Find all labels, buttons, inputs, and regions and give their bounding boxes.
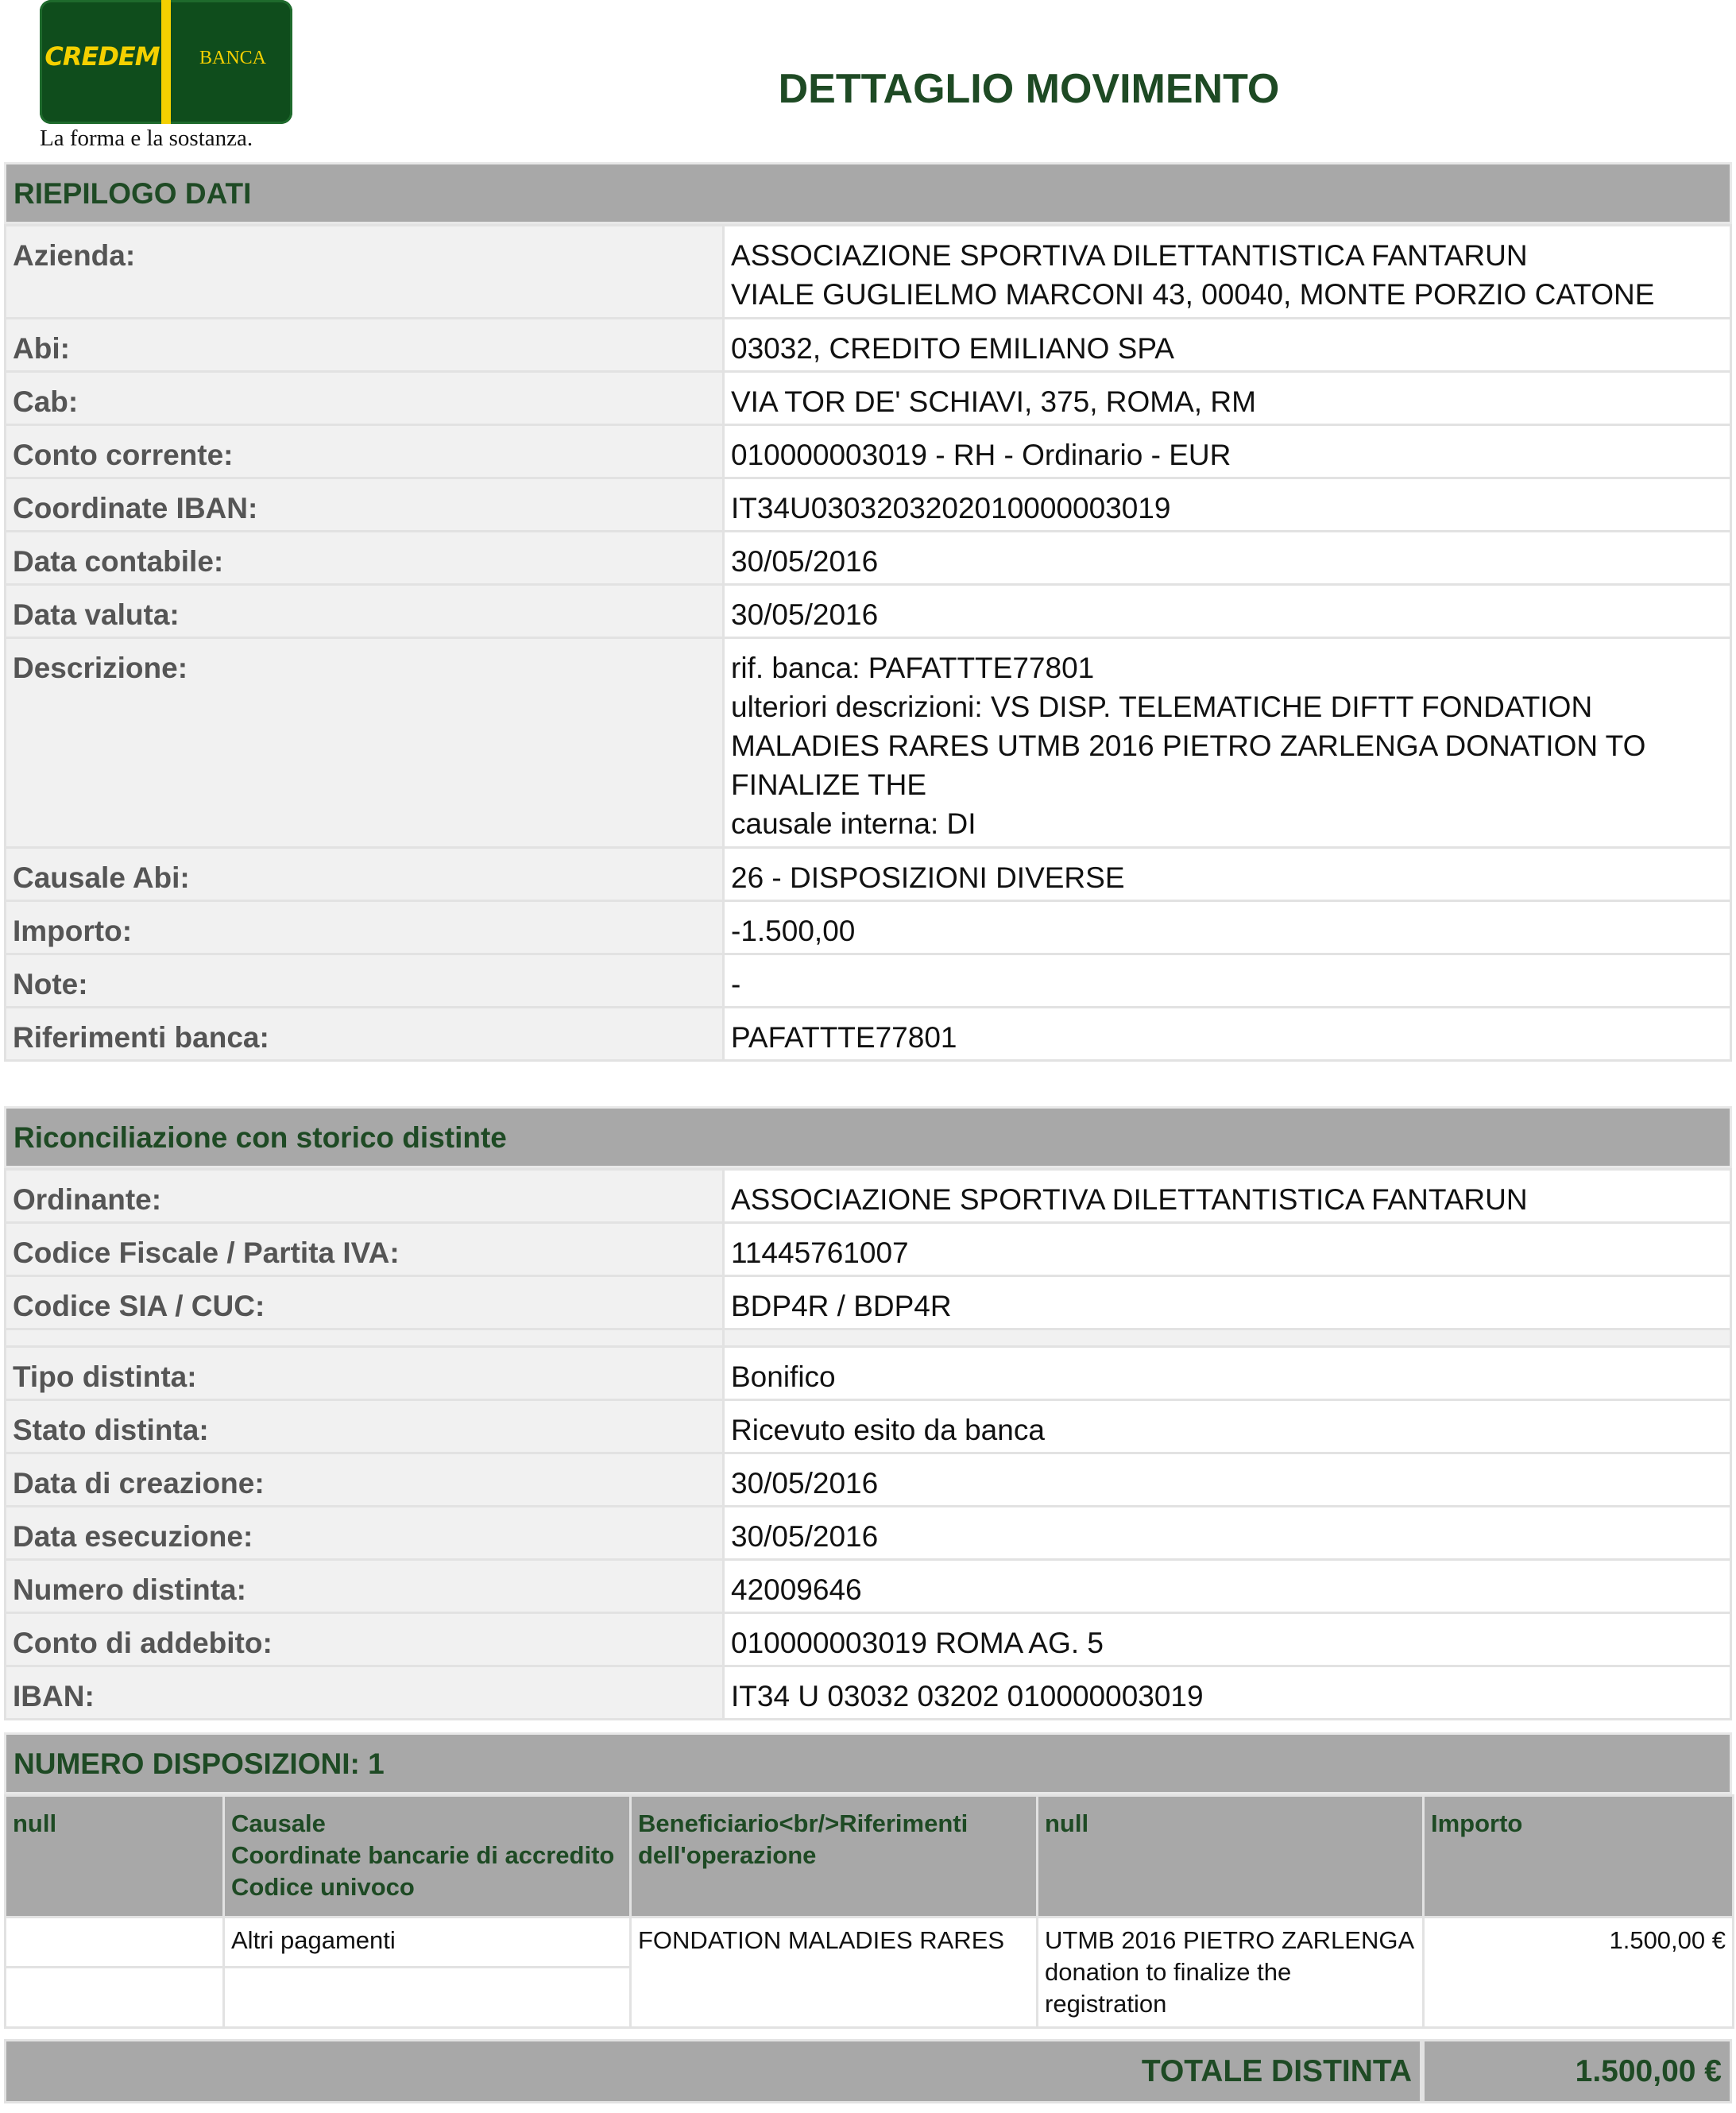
spacer-row bbox=[6, 1329, 1731, 1347]
field-label: Ordinante: bbox=[6, 1170, 724, 1223]
disposizioni-section bbox=[4, 1732, 1732, 2029]
field-value: Ricevuto esito da banca bbox=[724, 1400, 1731, 1453]
riconciliazione-table bbox=[4, 1168, 1732, 1720]
field-label: Importo: bbox=[6, 901, 724, 954]
field-label: Conto di addebito: bbox=[6, 1613, 724, 1666]
field-value: rif. banca: PAFATTTE77801 ulteriori descrizioni: VS DISP. TELEMATICHE DIFTT FONDATION MALADIES RARES UTMB 2016 PIETRO ZARLENGA DONATION TO FINALIZE THE causale interna: DI bbox=[724, 638, 1731, 848]
table-row bbox=[6, 478, 1731, 532]
beneficiario-cell: FONDATION MALADIES RARES bbox=[631, 1918, 1038, 2028]
disposizioni-header: NUMERO DISPOSIZIONI: 1 bbox=[4, 1732, 1732, 1794]
field-label: Coordinate IBAN: bbox=[6, 478, 724, 532]
table-cell bbox=[6, 1968, 224, 2028]
riconciliazione-section bbox=[4, 1106, 1732, 1720]
table-row bbox=[6, 954, 1731, 1008]
field-label: Numero distinta: bbox=[6, 1560, 724, 1613]
table-row bbox=[6, 585, 1731, 638]
field-label: Causale Abi: bbox=[6, 848, 724, 901]
field-label: Stato distinta: bbox=[6, 1400, 724, 1453]
field-label: Codice SIA / CUC: bbox=[6, 1276, 724, 1329]
field-label: Riferimenti banca: bbox=[6, 1008, 724, 1061]
table-cell bbox=[6, 1918, 224, 1968]
logo-banca-text: BANCA bbox=[199, 48, 266, 68]
field-value: 30/05/2016 bbox=[724, 1507, 1731, 1560]
table-row bbox=[6, 532, 1731, 585]
table-row bbox=[6, 1276, 1731, 1329]
field-label: Tipo distinta: bbox=[6, 1347, 724, 1400]
field-label: IBAN: bbox=[6, 1666, 724, 1720]
field-label: Abi: bbox=[6, 319, 724, 372]
causale-cell: Altri pagamenti bbox=[224, 1918, 631, 1968]
field-label: Note: bbox=[6, 954, 724, 1008]
field-value: 30/05/2016 bbox=[724, 1453, 1731, 1507]
field-value: 42009646 bbox=[724, 1560, 1731, 1613]
field-value: 010000003019 - RH - Ordinario - EUR bbox=[724, 425, 1731, 478]
table-row bbox=[6, 226, 1731, 319]
bank-logo bbox=[40, 0, 292, 124]
column-header: Beneficiario<br/>Riferimenti dell'operazione bbox=[631, 1796, 1038, 1918]
table-row bbox=[6, 901, 1731, 954]
field-value: VIA TOR DE' SCHIAVI, 375, ROMA, RM bbox=[724, 372, 1731, 425]
logo-tagline: La forma e la sostanza. bbox=[40, 126, 253, 151]
table-row bbox=[6, 372, 1731, 425]
field-value: Bonifico bbox=[724, 1347, 1731, 1400]
riepilogo-table bbox=[4, 224, 1732, 1062]
field-value: IT34 U 03032 03202 010000003019 bbox=[724, 1666, 1731, 1720]
field-value: 03032, CREDITO EMILIANO SPA bbox=[724, 319, 1731, 372]
table-row bbox=[6, 1347, 1731, 1400]
total-label: TOTALE DISTINTA bbox=[4, 2039, 1422, 2103]
column-header: Importo bbox=[1424, 1796, 1734, 1918]
riferimenti-cell: UTMB 2016 PIETRO ZARLENGA donation to finalize the registration bbox=[1038, 1918, 1424, 2028]
table-row bbox=[6, 319, 1731, 372]
field-label: Codice Fiscale / Partita IVA: bbox=[6, 1223, 724, 1276]
field-label: Azienda: bbox=[6, 226, 724, 319]
table-header-row bbox=[6, 1796, 1734, 1918]
table-row bbox=[6, 1666, 1731, 1720]
field-label: Data valuta: bbox=[6, 585, 724, 638]
field-value: PAFATTTE77801 bbox=[724, 1008, 1731, 1061]
field-value: 11445761007 bbox=[724, 1223, 1731, 1276]
table-row bbox=[6, 1918, 1734, 1968]
page-title: DETTAGLIO MOVIMENTO bbox=[778, 66, 1280, 112]
field-label: Conto corrente: bbox=[6, 425, 724, 478]
disposizioni-table bbox=[4, 1794, 1734, 2029]
total-value: 1.500,00 € bbox=[1422, 2039, 1732, 2103]
riconciliazione-header: Riconciliazione con storico distinte bbox=[4, 1106, 1732, 1168]
field-value: ASSOCIAZIONE SPORTIVA DILETTANTISTICA FANTARUN bbox=[724, 1170, 1731, 1223]
field-value: ASSOCIAZIONE SPORTIVA DILETTANTISTICA FANTARUN VIALE GUGLIELMO MARCONI 43, 00040, MONTE PORZIO CATONE bbox=[724, 226, 1731, 319]
table-row bbox=[6, 1507, 1731, 1560]
riepilogo-section bbox=[4, 162, 1732, 1062]
table-row bbox=[6, 848, 1731, 901]
field-label bbox=[6, 1329, 724, 1347]
field-value: 26 - DISPOSIZIONI DIVERSE bbox=[724, 848, 1731, 901]
field-value: -1.500,00 bbox=[724, 901, 1731, 954]
table-row bbox=[6, 1223, 1731, 1276]
field-value: 30/05/2016 bbox=[724, 532, 1731, 585]
importo-cell: 1.500,00 € bbox=[1424, 1918, 1734, 2028]
column-header: null bbox=[6, 1796, 224, 1918]
table-cell bbox=[224, 1968, 631, 2028]
field-value: 30/05/2016 bbox=[724, 585, 1731, 638]
field-value: BDP4R / BDP4R bbox=[724, 1276, 1731, 1329]
column-header: Causale Coordinate bancarie di accredito Codice univoco bbox=[224, 1796, 631, 1918]
table-row bbox=[6, 1170, 1731, 1223]
riepilogo-header: RIEPILOGO DATI bbox=[4, 162, 1732, 224]
field-value: IT34U0303203202010000003019 bbox=[724, 478, 1731, 532]
table-row bbox=[6, 1560, 1731, 1613]
table-row bbox=[6, 1400, 1731, 1453]
table-row bbox=[6, 1008, 1731, 1061]
field-label: Data contabile: bbox=[6, 532, 724, 585]
column-header: null bbox=[1038, 1796, 1424, 1918]
table-row bbox=[6, 638, 1731, 848]
logo-stripe bbox=[161, 0, 171, 124]
table-row bbox=[6, 1453, 1731, 1507]
table-row bbox=[6, 1613, 1731, 1666]
logo-credem-text: CREDEM bbox=[44, 41, 160, 72]
total-row bbox=[4, 2039, 1732, 2103]
field-value bbox=[724, 1329, 1731, 1347]
field-label: Data esecuzione: bbox=[6, 1507, 724, 1560]
table-row bbox=[6, 425, 1731, 478]
field-label: Data di creazione: bbox=[6, 1453, 724, 1507]
field-label: Descrizione: bbox=[6, 638, 724, 848]
field-value: 010000003019 ROMA AG. 5 bbox=[724, 1613, 1731, 1666]
field-value: - bbox=[724, 954, 1731, 1008]
field-label: Cab: bbox=[6, 372, 724, 425]
